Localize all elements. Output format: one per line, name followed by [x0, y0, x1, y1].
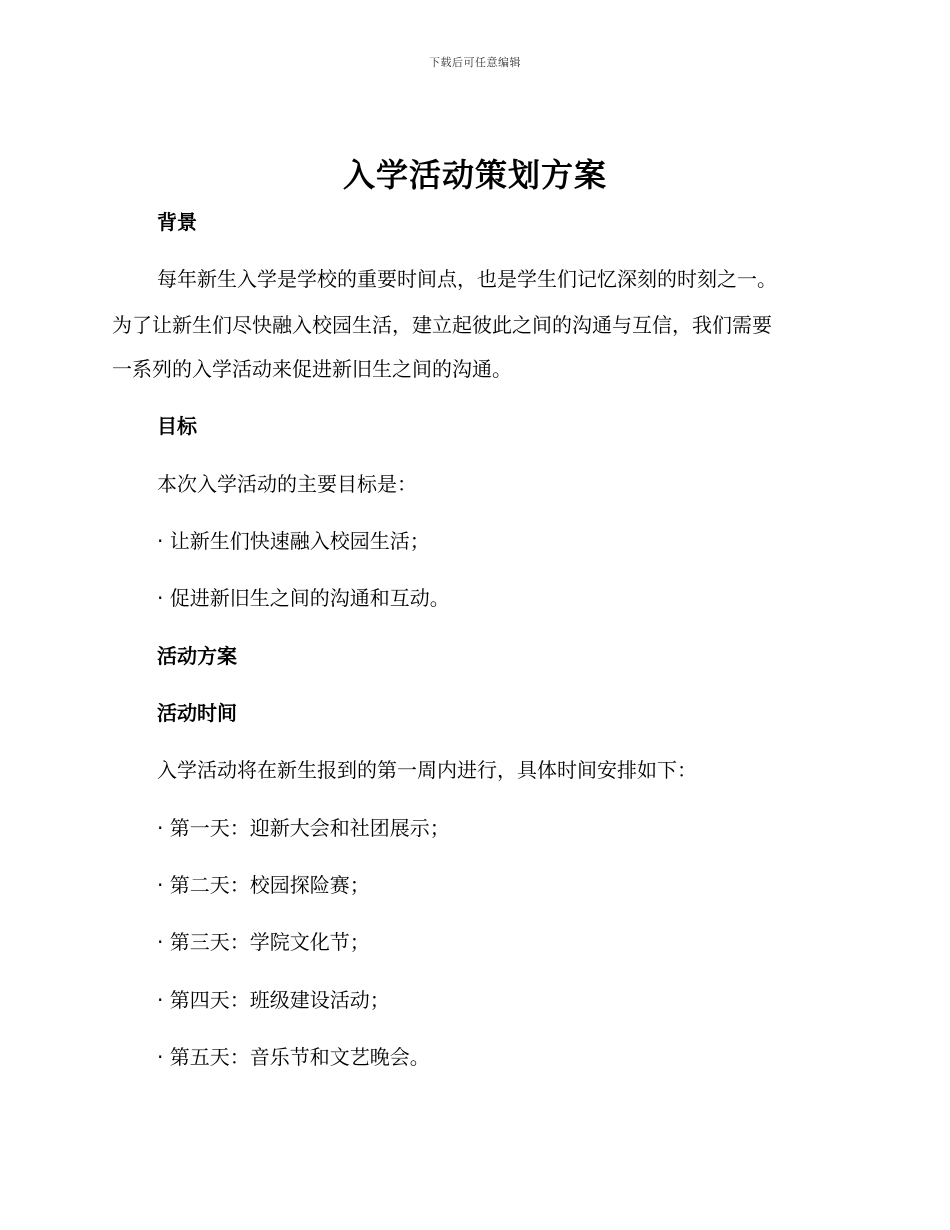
goals-list-item: · 让新生们快速融入校园生活；	[157, 529, 430, 553]
document-title: 入学活动策划方案	[342, 156, 607, 194]
schedule-list-item: · 第三天：学院文化节；	[157, 930, 370, 954]
schedule-list-item: · 第四天：班级建设活动；	[157, 988, 390, 1012]
goals-intro: 本次入学活动的主要目标是：	[157, 472, 417, 496]
header-note: 下载后可任意编辑	[429, 56, 521, 69]
section-heading-goals: 目标	[157, 414, 197, 438]
section-heading-plan: 活动方案	[157, 644, 237, 668]
subsection-heading-time: 活动时间	[157, 701, 237, 725]
schedule-list-item: · 第一天：迎新大会和社团展示；	[157, 816, 450, 840]
schedule-list-item: · 第二天：校园探险赛；	[157, 873, 370, 897]
background-paragraph-line-2: 为了让新生们尽快融入校园生活，建立起彼此之间的沟通与互信，我们需要	[112, 313, 772, 337]
background-paragraph-line-1: 每年新生入学是学校的重要时间点，也是学生们记忆深刻的时刻之一。	[157, 267, 777, 291]
time-intro: 入学活动将在新生报到的第一周内进行，具体时间安排如下：	[157, 758, 697, 782]
goals-list-item: · 促进新旧生之间的沟通和互动。	[157, 586, 450, 610]
background-paragraph-line-3: 一系列的入学活动来促进新旧生之间的沟通。	[112, 357, 512, 381]
schedule-list-item: · 第五天：音乐节和文艺晚会。	[157, 1045, 430, 1069]
section-heading-background: 背景	[157, 210, 197, 234]
